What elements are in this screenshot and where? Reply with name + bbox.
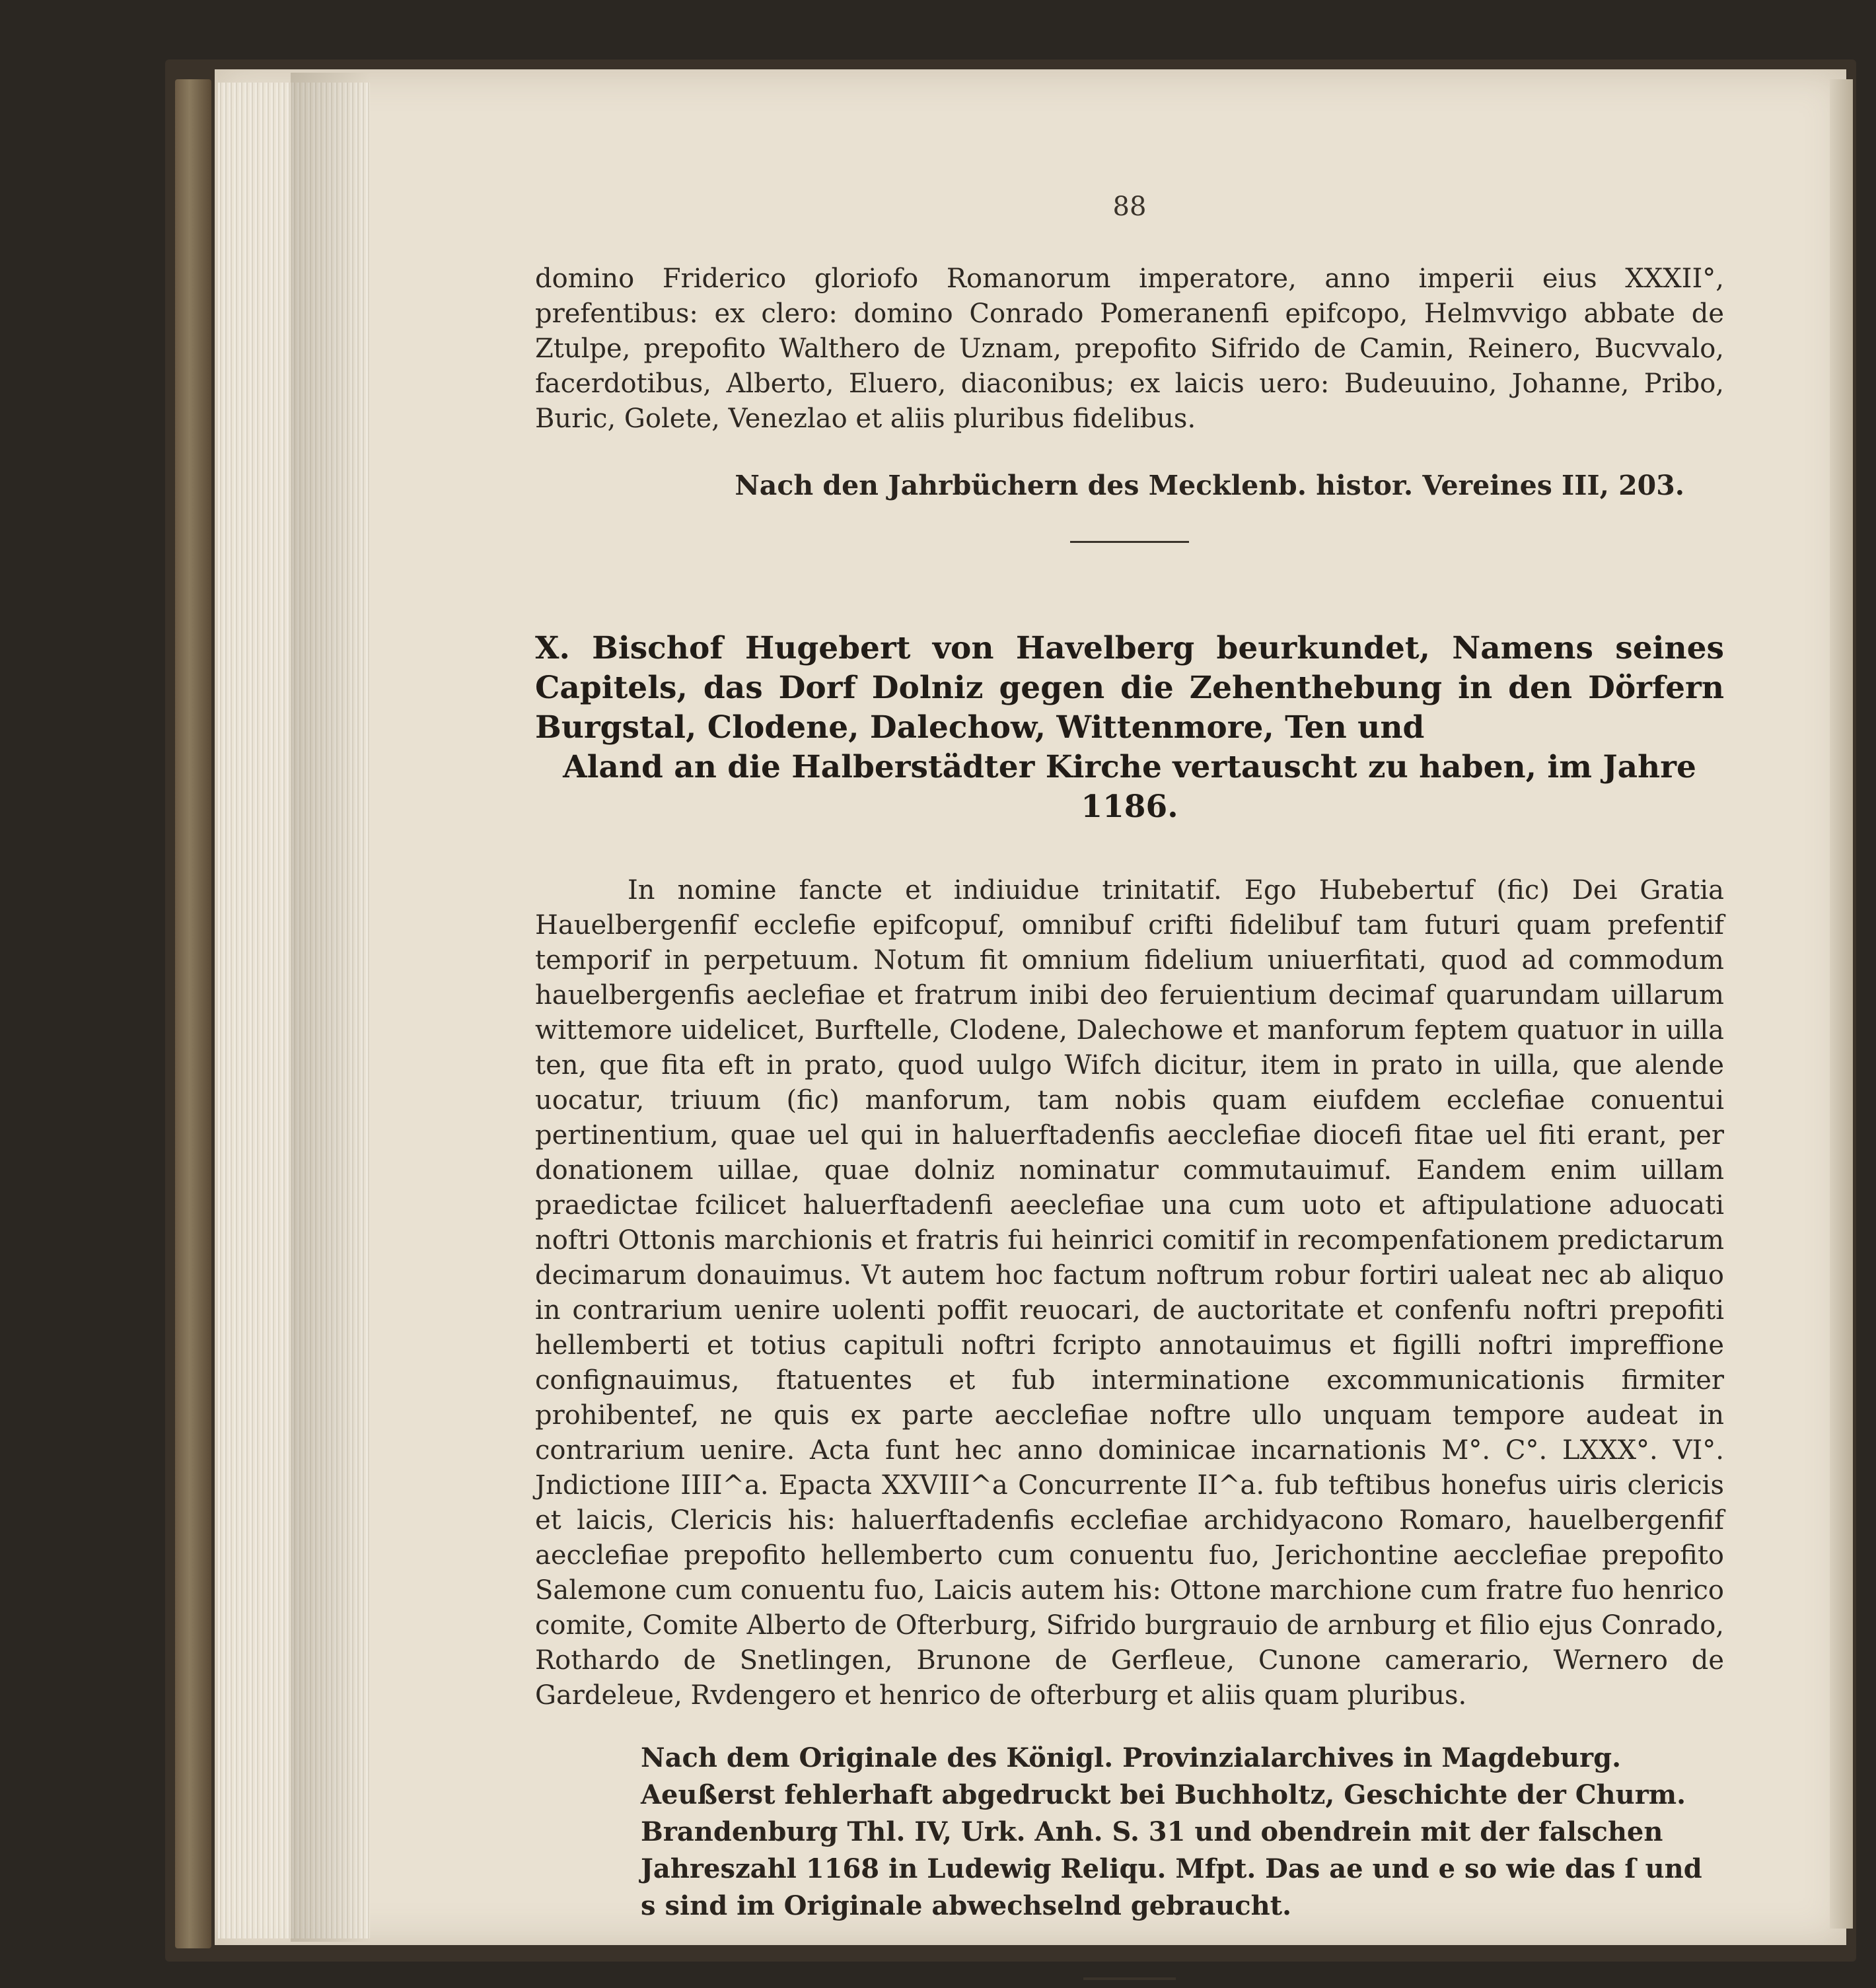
section-divider (1070, 541, 1189, 543)
intro-source-citation: Nach den Jahrbüchern des Mecklenb. histor. Vereines III, 203. (735, 470, 1684, 501)
page-right-edge (1830, 79, 1853, 1929)
section-heading (535, 629, 1724, 827)
charter-note-text: Nach dem Originale des Königl. Provinzialarchives in Magdeburg. Aeußerst fehlerhaft abgedruckt bei Buchholtz, Geschichte der Churm. Brandenburg Thl. IV, Urk. Anh. S. 31 und obendrein mit der falschen Jahreszahl 1168 in Ludewig Reliqu. Mfpt. Das ae und e so wie das ſ und s sind im Originale abwechselnd gebraucht. (641, 1742, 1702, 1921)
section-heading-last-line: Aland an die Halberstädter Kirche vertauscht zu haben, im Jahre 1186. (563, 749, 1696, 825)
section-heading-text: X. Bischof Hugebert von Havelberg beurkundet, Namens seines Capitels, das Dorf Dolniz gegen die Zehenthebung in den Dörfern Burgstal, Clodene, Dalechow, Wittenmore, Ten und (535, 630, 1724, 746)
page-number: 88 (1112, 192, 1147, 222)
page-content (535, 192, 1724, 1980)
end-divider (1083, 1977, 1176, 1980)
book-spine (175, 79, 211, 1948)
gutter-shadow (291, 73, 370, 1942)
charter-source-note (535, 1740, 1724, 1925)
charter-body (535, 873, 1724, 1713)
intro-paragraph: domino Friderico gloriofo Romanorum imperatore, anno imperii eius XXXII°, prefentibus: ex clero: domino Conrado Pomeranenfi epifcopo, Helmvvigo abbate de Ztulpe, prepofito Walthero de Uznam, prepofito Sifrido de Camin, Reinero, Bucvvalo, facerdotibus, Alberto, Eluero, diaconibus; ex laicis uero: Budeuuino, Johanne, Pribo, Buric, Golete, Venezlao et aliis pluribus fidelibus. (535, 264, 1724, 434)
charter-text: In nomine fancte et indiuidue trinitatif. Ego Hubebertuf (fic) Dei Gratia Hauelbergenfif ecclefie epifcopuf, omnibuf crifti fidelibuf tam futuri quam prefentif temporif in perpetuum. Notum fit omnium fidelium uniuerfitati, quod ad commodum hauelbergenfis aeclefiae et fratrum inibi deo feruientium decimaf quarundam uillarum wittemore uidelicet, Burftelle, Clodene, Dalechowe et manforum feptem quatuor in uilla ten, que fita eft in prato, quod uulgo Wifch dicitur, item in prato in uilla, que alende uocatur, triuum (fic) manforum, tam nobis quam eiufdem ecclefiae conuentui pertinentium, quae uel qui in haluerftadenfis aecclefiae diocefi fitae uel fiti erant, per donationem uillae, quae dolniz nominatur commutauimuf. Eandem enim uillam praedictae fcilicet haluerftadenfi aeeclefiae una cum uoto et aftipulatione aduocati noftri Ottonis marchionis et fratris fui heinrici comitif in recompenfationem predictarum decimarum donauimus. Vt autem hoc factum noftrum robur fortiri ualeat nec ab aliquo in contrarium uenire uolenti poffit reuocari, de auctoritate et confenfu noftri prepofiti hellemberti et totius capituli noftri fcripto annotauimus et figilli noftri impreffione confignauimus, ftatuentes et fub interminatione excommunicationis firmiter prohibentef, ne quis ex parte aecclefiae noftre ullo unquam tempore audeat in contrarium uenire. Acta funt hec anno dominicae incarnationis M°. C°. LXXX°. VI°. Jndictione IIII^a. Epacta XXVIII^a Concurrente II^a. fub teftibus honefus uiris clericis et laicis, Clericis his: haluerftadenfis ecclefiae archidyacono Romaro, hauelbergenfif aecclefiae prepofito hellemberto cum conuentu fuo, Jerichontine aecclefiae prepofito Salemone cum conuentu fuo, Laicis autem his: Ottone marchione cum fratre fuo henrico comite, Comite Alberto de Ofterburg, Sifrido burgrauio de arnburg et filio ejus Conrado, Rothardo de Snetlingen, Brunone de Gerfleue, Cunone camerario, Wernero de Gardeleue, Rvdengero et henrico de ofterburg et aliis quam pluribus. (535, 875, 1724, 1711)
